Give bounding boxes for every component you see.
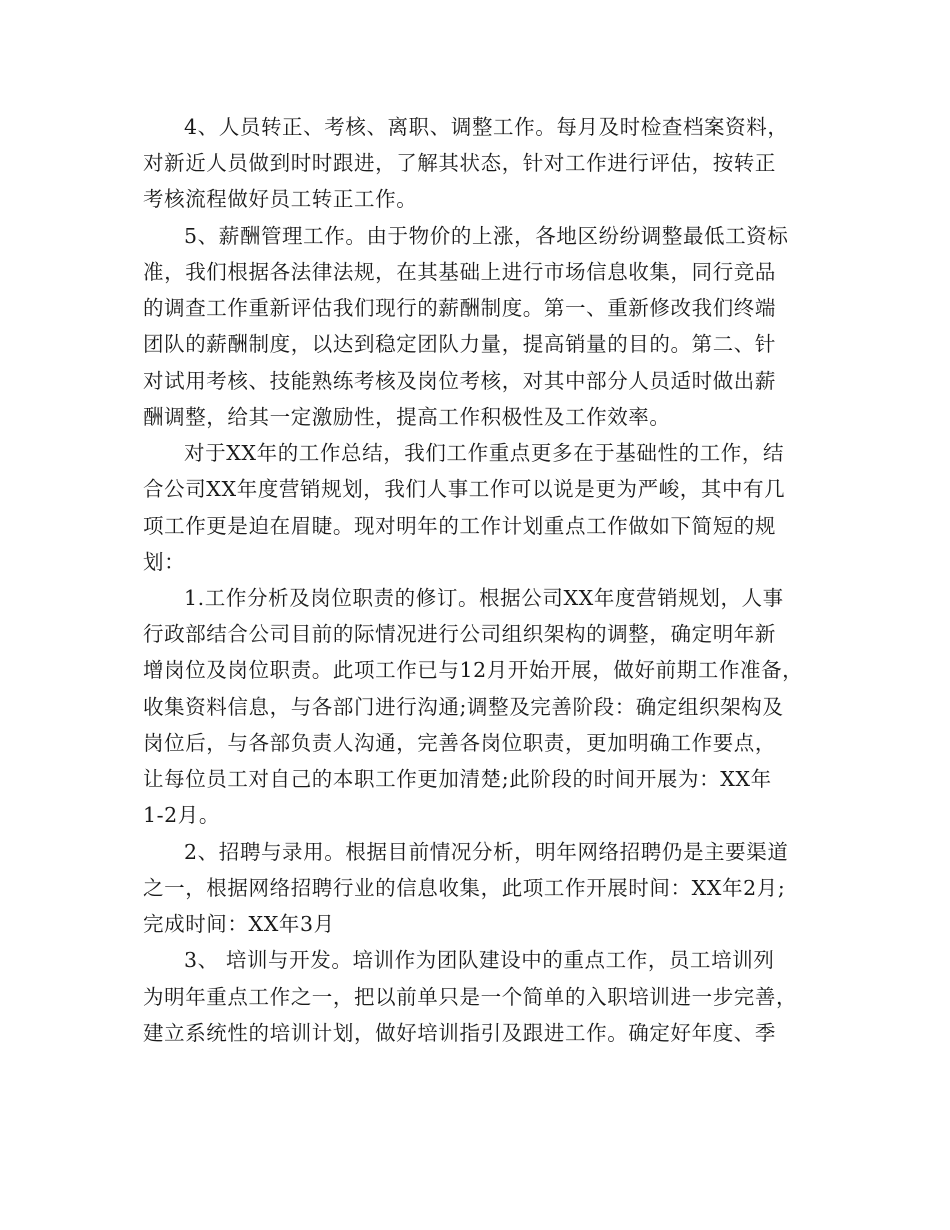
text-line: 划： (143, 550, 186, 574)
text-line: 准，我们根据各法律法规，在其基础上进行市场信息收集，同行竞品 (143, 260, 776, 284)
text-line: 对于XX年的工作总结，我们工作重点更多在于基础性的工作，结 (184, 441, 785, 465)
text-line: 完成时间：XX年3月 (143, 912, 335, 936)
text-line: 的调查工作重新评估我们现行的薪酬制度。第一、重新修改我们终端 (143, 296, 776, 320)
text-line: 对新近人员做到时时跟进，了解其状态，针对工作进行评估，按转正 (143, 151, 776, 175)
text-line: 增岗位及岗位职责。此项工作已与12月开始开展，做好前期工作准备， (143, 658, 804, 682)
text-line: 4、人员转正、考核、离职、调整工作。每月及时检查档案资料， (184, 115, 789, 139)
text-line: 酬调整，给其一定激励性，提高工作积极性及工作效率。 (143, 405, 671, 429)
text-line: 项工作更是迫在眉睫。现对明年的工作计划重点工作做如下简短的规 (143, 514, 776, 538)
text-line: 为明年重点工作之一，把以前单只是一个简单的入职培训进一步完善， (143, 985, 798, 1009)
text-line: 对试用考核、技能熟练考核及岗位考核，对其中部分人员适时做出薪 (143, 369, 776, 393)
text-line: 团队的薪酬制度，以达到稳定团队力量，提高销量的目的。第二、针 (143, 332, 776, 356)
text-line: 考核流程做好员工转正工作。 (143, 187, 418, 211)
text-line: 1.工作分析及岗位职责的修订。根据公司XX年度营销规划，人事 (184, 586, 784, 610)
text-line: 岗位后，与各部负责人沟通，完善各岗位职责，更加明确工作要点， (143, 731, 776, 755)
text-line: 1-2月。 (143, 803, 221, 827)
text-line: 2、招聘与录用。根据目前情况分析，明年网络招聘仍是主要渠道 (184, 840, 789, 864)
text-line: 合公司XX年度营销规划，我们人事工作可以说是更为严峻，其中有几 (143, 477, 786, 501)
text-line: 3、 培训与开发。培训作为团队建设中的重点工作，员工培训列 (184, 948, 775, 972)
text-line: 之一，根据网络招聘行业的信息收集，此项工作开展时间：XX年2月; (143, 876, 786, 900)
text-line: 行政部结合公司目前的际情况进行公司组织架构的调整，确定明年新 (143, 622, 776, 646)
text-line: 让每位员工对自己的本职工作更加清楚;此阶段的时间开展为：XX年 (143, 767, 772, 791)
text-line: 收集资料信息，与各部门进行沟通;调整及完善阶段：确定组织架构及 (143, 695, 784, 719)
text-line: 建立系统性的培训计划，做好培训指引及跟进工作。确定好年度、季 (143, 1021, 776, 1045)
text-line: 5、薪酬管理工作。由于物价的上涨，各地区纷纷调整最低工资标 (184, 224, 789, 248)
